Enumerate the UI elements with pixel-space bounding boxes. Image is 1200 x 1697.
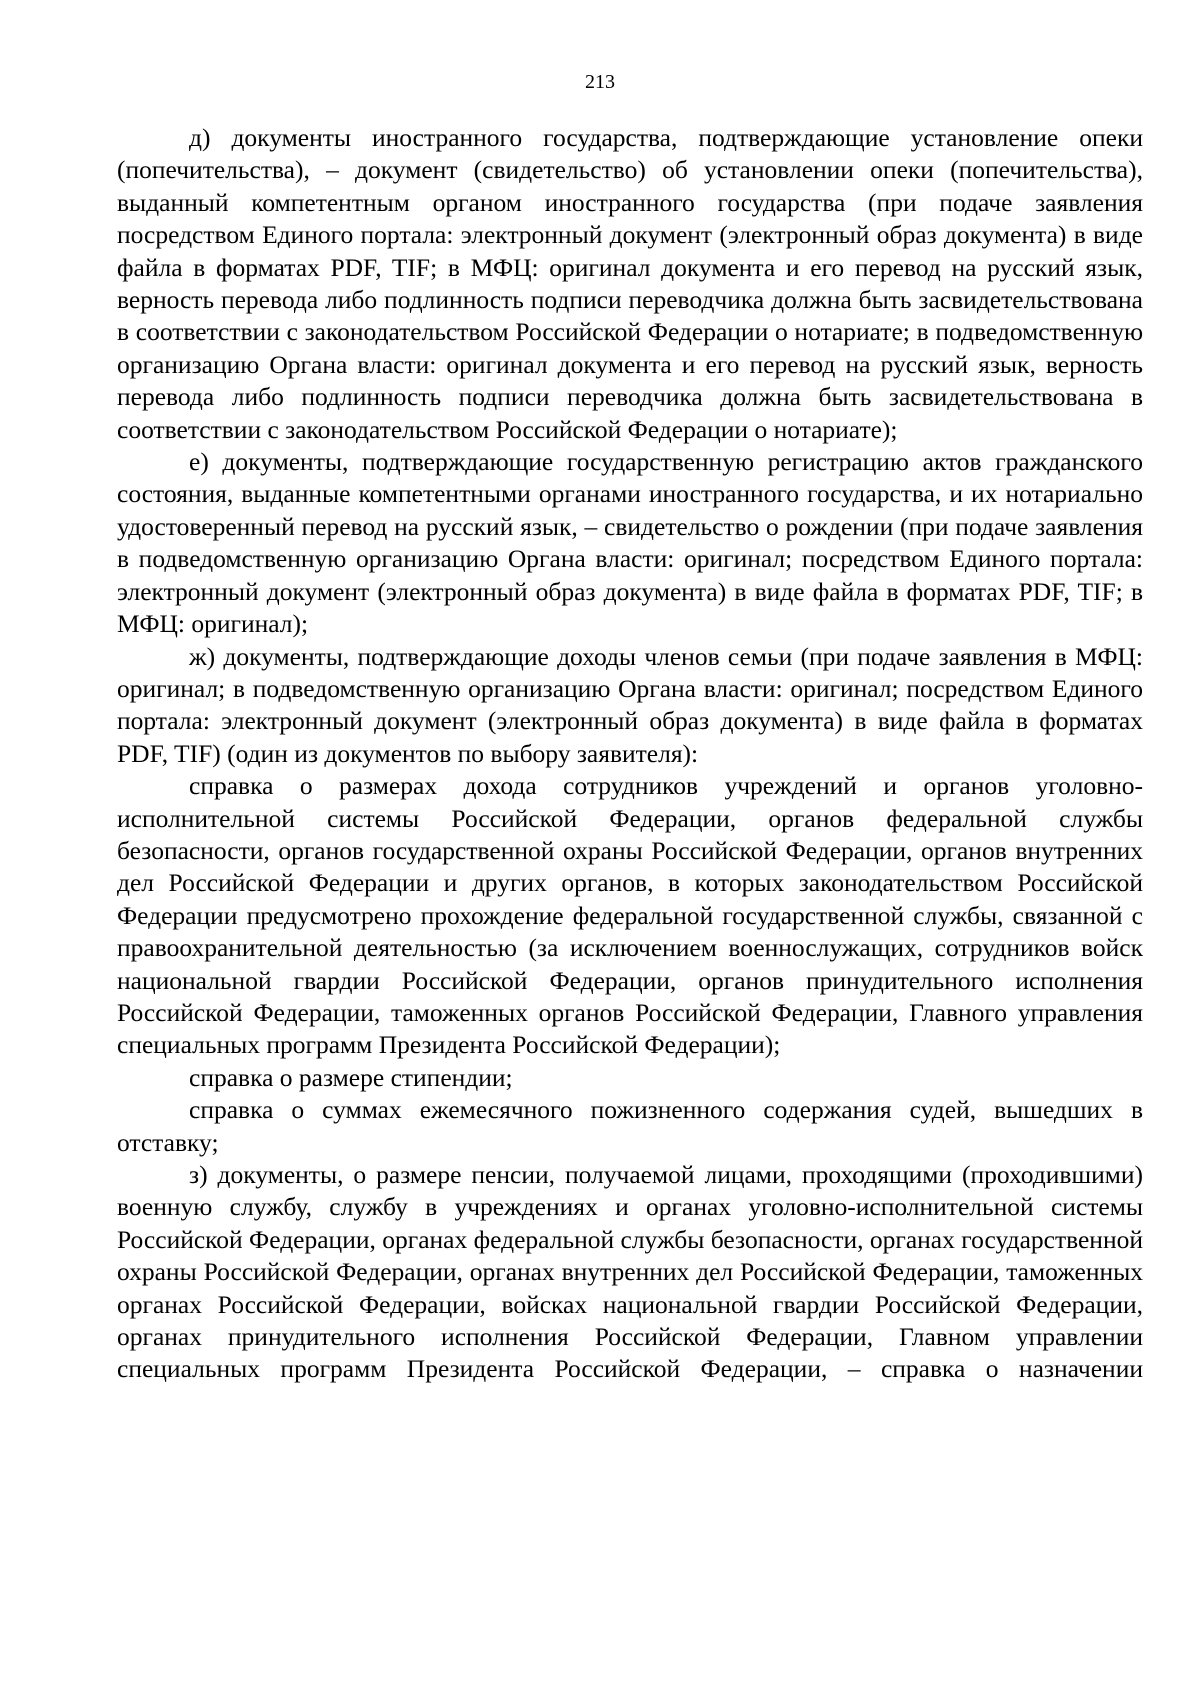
paragraph-d-guardianship-documents: д) документы иностранного государства, подтверждающие установление опеки (попечительства), – документ (свидетельство) об установлении опеки (попечительства), выданный компетентным органом иностранного государства (при подаче заявления посредством Единого портала: электронный документ (электронный образ документа) в виде файла в форматах PDF, TIF; в МФЦ: оригинал документа и его перевод на русский язык, верность перевода либо подлинность подписи переводчика должна быть засвидетельствована в соответствии с законодательством Российской Федерации о нотариате; в подведомственную организацию Органа власти: оригинал документа и его перевод на русский язык, верность перевода либо подлинность подписи переводчика должна быть засвидетельствована в соответствии с законодательством Российской Федерации о нотариате); bbox=[117, 123, 1143, 444]
paragraph-judges-allowance-certificate: справка о суммах ежемесячного пожизненного содержания судей, вышедших в отставку; bbox=[117, 1095, 1143, 1157]
paragraph-z-pension-documents: з) документы, о размере пенсии, получаемой лицами, проходящими (проходившими) военную службу, службу в учреждениях и органах уголовно-исполнительной системы Российской Федерации, органах федеральной службы безопасности, органах государственной охраны Российской Федерации, органах внутренних дел Российской Федерации, таможенных органах Российской Федерации, войсках национальной гвардии Российской Федерации, органах принудительного исполнения Российской Федерации, Главном управлении специальных программ Президента Российской Федерации, – справка о назначении bbox=[117, 1160, 1143, 1384]
page-number: 213 bbox=[585, 71, 615, 93]
paragraph-zh-income-documents: ж) документы, подтверждающие доходы членов семьи (при подаче заявления в МФЦ: оригинал; в подведомственную организацию Органа власти: оригинал; посредством Единого портала: электронный документ (электронный образ документа) в виде файла в форматах PDF, TIF) (один из документов по выбору заявителя): bbox=[117, 641, 1143, 768]
document-body bbox=[117, 122, 1143, 1386]
paragraph-e-civil-status-documents: е) документы, подтверждающие государственную регистрацию актов гражданского состояния, выданные компетентными органами иностранного государства, и их нотариально удостоверенный перевод на русский язык, – свидетельство о рождении (при подаче заявления в подведомственную организацию Органа власти: оригинал; посредством Единого портала: электронный документ (электронный образ документа) в виде файла в форматах PDF, TIF; в МФЦ: оригинал); bbox=[117, 447, 1143, 639]
paragraph-scholarship-certificate: справка о размере стипендии; bbox=[189, 1062, 513, 1092]
paragraph-income-certificate-officers: справка о размерах дохода сотрудников учреждений и органов уголовно-исполнительной системы Российской Федерации, органов федеральной службы безопасности, органов государственной охраны Российской Федерации, органов внутренних дел Российской Федерации и других органов, в которых законодательством Российской Федерации предусмотрено прохождение федеральной государственной службы, связанной с правоохранительной деятельностью (за исключением военнослужащих, сотрудников войск национальной гвардии Российской Федерации, органов принудительного исполнения Российской Федерации, таможенных органов Российской Федерации, Главного управления специальных программ Президента Российской Федерации); bbox=[117, 771, 1143, 1060]
